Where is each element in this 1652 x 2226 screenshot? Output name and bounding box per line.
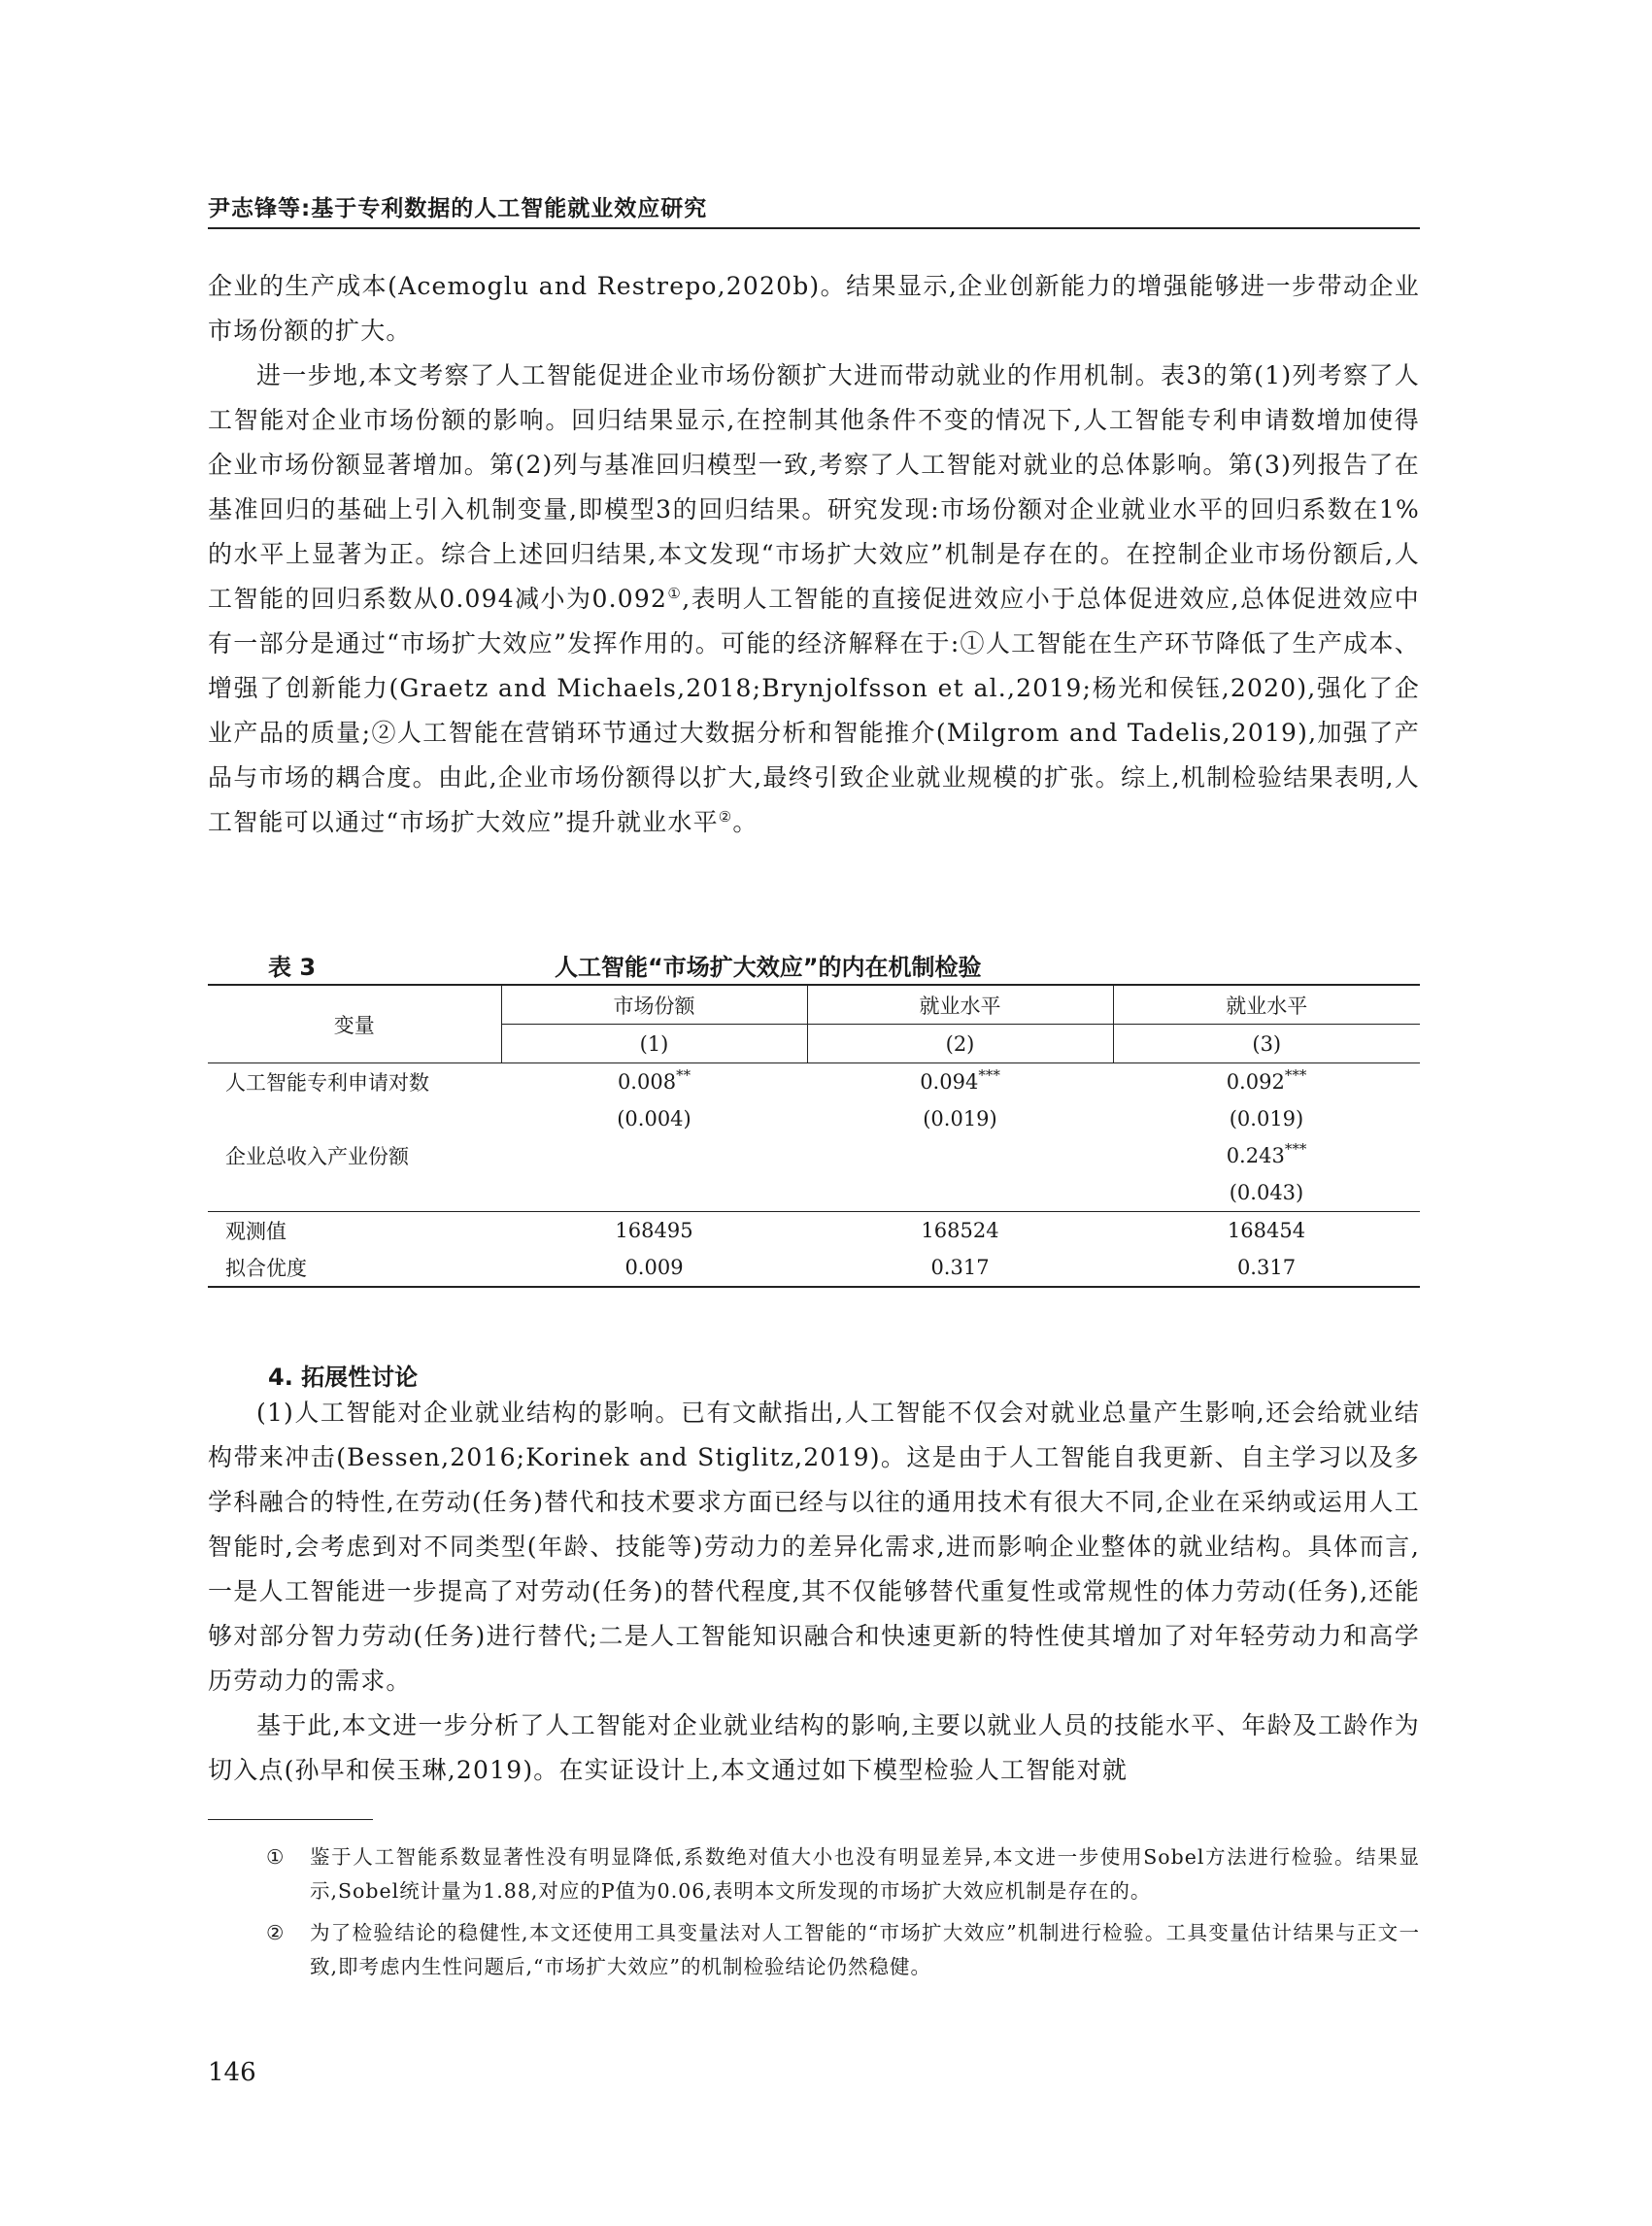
footnote-2-text: 为了检验结论的稳健性,本文还使用工具变量法对人工智能的“市场扩大效应”机制进行检验。工具变量估计结果与正文一致,即考虑内生性问题后,“市场扩大效应”的机制检验结论仍然稳健。 xyxy=(310,1921,1420,1978)
footnote-1-text: 鉴于人工智能系数显著性没有明显降低,系数绝对值大小也没有明显差异,本文进一步使用Sobel方法进行检验。结果显示,Sobel统计量为1.88,对应的P值为0.06,表明本文所发现的市场扩大效应机制是存在的。 xyxy=(310,1845,1420,1903)
paragraph-3 xyxy=(208,1391,1420,1703)
row-label-r2: 拟合优度 xyxy=(208,1249,501,1287)
paragraph-2-part1: 进一步地,本文考察了人工智能促进企业市场份额扩大进而带动就业的作用机制。表3的第(1)列考察了人工智能对企业市场份额的影响。回归结果显示,在控制其他条件不变的情况下,人工智能专利申请数增加使得企业市场份额显著增加。第(2)列与基准回归模型一致,考察了人工智能对就业的总体影响。第(3)列报告了在基准回归的基础上引入机制变量,即模型3的回归结果。研究发现:市场份额对企业就业水平的回归系数在1%的水平上显著为正。综合上述回归结果,本文发现“市场扩大效应”机制是存在的。在控制企业市场份额后,人工智能的回归系数从0.094减小为0.092 xyxy=(208,361,1420,613)
footnote-divider xyxy=(208,1819,373,1820)
paragraph-1 xyxy=(208,264,1420,354)
paragraph-2-part3: 。 xyxy=(732,808,759,836)
ai-coef-2: 0.094*** xyxy=(807,1063,1113,1101)
row-label-ai: 人工智能专利申请对数 xyxy=(208,1063,501,1101)
footnote-2 xyxy=(266,1916,1420,1984)
col-num-2: (2) xyxy=(807,1025,1113,1063)
table-number: 表 3 xyxy=(268,954,317,981)
ai-se-3: (0.019) xyxy=(1229,1107,1304,1130)
paragraph-2-part2: ,表明人工智能的直接促进效应小于总体促进效应,总体促进效应中有一部分是通过“市场扩大效应”发挥作用的。可能的经济解释在于:①人工智能在生产环节降低了生产成本、增强了创新能力(Graetz and Michaels,2018;Brynjolfsson et al.,2019;杨光和侯钰,2020),强化了企业产品的质量;②人工智能在营销环节通过大数据分析和智能推介(Milgrom and Tadelis,2019),加强了产品与市场的耦合度。由此,企业市场份额得以扩大,最终引致企业就业规模的扩张。综上,机制检验结果表明,人工智能可以通过“市场扩大效应”提升就业水平 xyxy=(208,585,1420,836)
share-se-3: (0.043) xyxy=(1229,1181,1304,1204)
footnote-ref-2[interactable]: ② xyxy=(718,808,733,826)
col-name-3: 就业水平 xyxy=(1113,985,1420,1025)
r2-2: 0.317 xyxy=(807,1249,1113,1287)
paragraph-4-text: 基于此,本文进一步分析了人工智能对企业就业结构的影响,主要以就业人员的技能水平、年龄及工龄作为切入点(孙早和侯玉琳,2019)。在实证设计上,本文通过如下模型检验人工智能对就 xyxy=(208,1711,1420,1784)
row-label-obs: 观测值 xyxy=(208,1212,501,1250)
running-title: 尹志锋等:基于专利数据的人工智能就业效应研究 xyxy=(208,196,708,221)
table-title: 人工智能“市场扩大效应”的内在机制检验 xyxy=(555,954,982,981)
section-title: 4. 拓展性讨论 xyxy=(268,1364,419,1391)
ai-coef-1: 0.008** xyxy=(501,1063,807,1101)
share-coef-3: 0.243*** xyxy=(1226,1140,1307,1167)
table-caption xyxy=(268,944,1420,983)
ai-se-2: (0.019) xyxy=(923,1107,997,1130)
page-number: 146 xyxy=(208,2058,256,2087)
running-header xyxy=(208,190,1420,229)
col-num-1: (1) xyxy=(501,1025,807,1063)
r2-1: 0.009 xyxy=(501,1249,807,1287)
footnote-1-mark: ① xyxy=(266,1845,286,1869)
footnotes xyxy=(266,1840,1420,1992)
obs-2: 168524 xyxy=(807,1212,1113,1250)
r2-3: 0.317 xyxy=(1113,1249,1420,1287)
results-table xyxy=(208,984,1420,1288)
footnote-2-mark: ② xyxy=(266,1921,286,1944)
paragraph-3-text: (1)人工智能对企业就业结构的影响。已有文献指出,人工智能不仅会对就业总量产生影响,还会给就业结构带来冲击(Bessen,2016;Korinek and Stiglitz,2019)。这是由于人工智能自我更新、自主学习以及多学科融合的特性,在劳动(任务)替代和技术要求方面已经与以往的通用技术有很大不同,企业在采纳或运用人工智能时,会考虑到对不同类型(年龄、技能等)劳动力的差异化需求,进而影响企业整体的就业结构。具体而言,一是人工智能进一步提高了对劳动(任务)的替代程度,其不仅能够替代重复性或常规性的体力劳动(任务),还能够对部分智力劳动(任务)进行替代;二是人工智能知识融合和快速更新的特性使其增加了对年轻劳动力和高学历劳动力的需求。 xyxy=(208,1399,1420,1695)
obs-1: 168495 xyxy=(501,1212,807,1250)
ai-se-1: (0.004) xyxy=(617,1107,691,1130)
paragraph-2 xyxy=(208,354,1420,845)
var-header: 变量 xyxy=(208,985,501,1063)
col-num-3: (3) xyxy=(1252,1031,1282,1056)
col-name-2: 就业水平 xyxy=(807,985,1113,1025)
footnote-ref-1[interactable]: ① xyxy=(667,585,683,602)
col-name-1: 市场份额 xyxy=(501,985,807,1025)
paragraph-1-text: 企业的生产成本(Acemoglu and Restrepo,2020b)。结果显示,企业创新能力的增强能够进一步带动企业市场份额的扩大。 xyxy=(208,272,1420,345)
ai-coef-3: 0.092*** xyxy=(1113,1063,1420,1101)
obs-3: 168454 xyxy=(1113,1212,1420,1250)
paragraph-4 xyxy=(208,1703,1420,1793)
row-label-share: 企业总收入产业份额 xyxy=(225,1145,409,1168)
footnote-1 xyxy=(266,1840,1420,1908)
